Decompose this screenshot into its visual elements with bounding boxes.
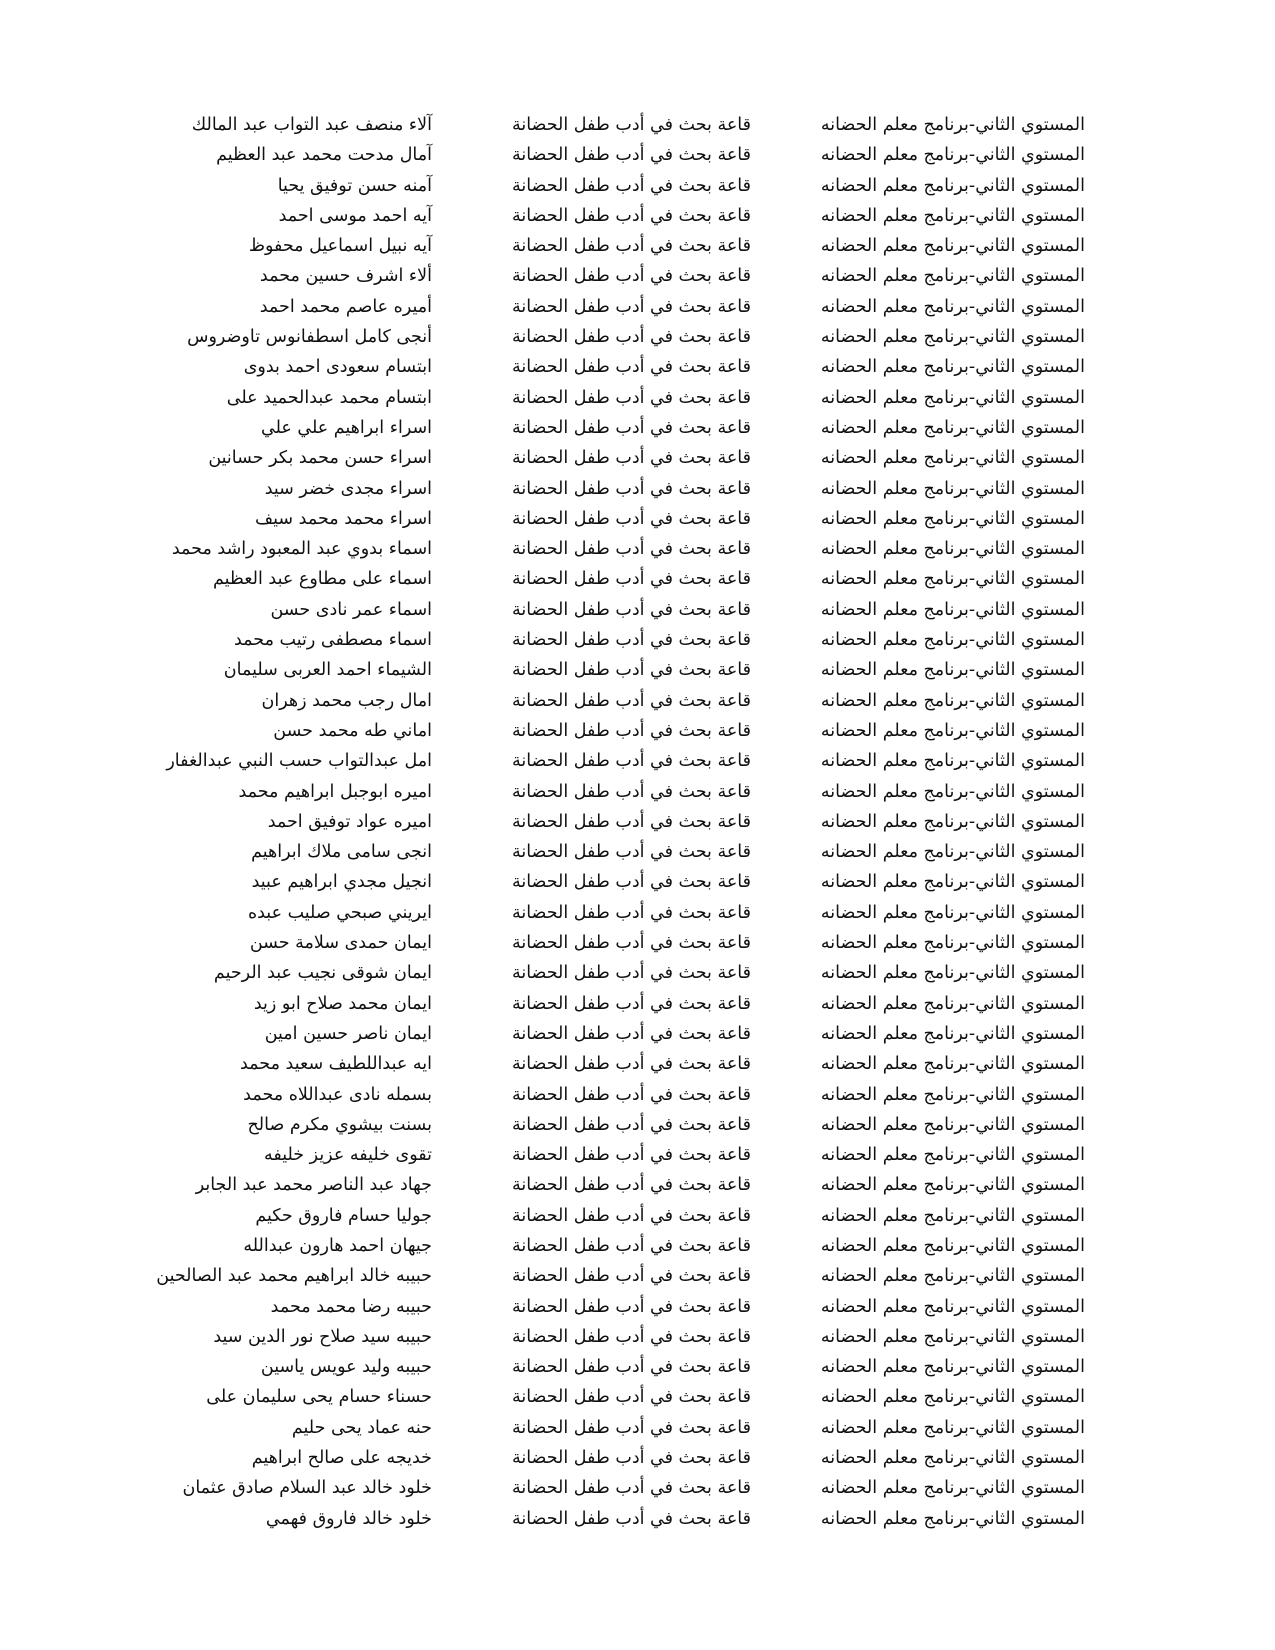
table-row bbox=[0, 261, 1275, 291]
course-cell: قاعة بحث في أدب طفل الحضانة bbox=[511, 1084, 751, 1105]
student-name-cell: حبيبه رضا محمد محمد bbox=[270, 1296, 432, 1317]
table-row bbox=[0, 1049, 1275, 1079]
course-cell: قاعة بحث في أدب طفل الحضانة bbox=[511, 296, 751, 317]
level-cell: المستوي الثاني-برنامج معلم الحضانه bbox=[820, 1175, 1085, 1196]
level-cell: المستوي الثاني-برنامج معلم الحضانه bbox=[820, 236, 1085, 257]
level-cell: المستوي الثاني-برنامج معلم الحضانه bbox=[820, 1417, 1085, 1438]
student-name-cell: امل عبدالتواب حسب النبي عبدالغفار bbox=[166, 751, 432, 772]
level-cell: المستوي الثاني-برنامج معلم الحضانه bbox=[820, 327, 1085, 348]
table-row bbox=[0, 413, 1275, 443]
course-cell: قاعة بحث في أدب طفل الحضانة bbox=[511, 1205, 751, 1226]
student-name-cell: انجى سامى ملاك ابراهيم bbox=[251, 842, 432, 863]
student-name-cell: ايمان شوقى نجيب عبد الرحيم bbox=[213, 963, 432, 984]
student-name-cell: اسماء مصطفى رتيب محمد bbox=[234, 630, 432, 651]
student-name-cell: اميره عواد توفيق احمد bbox=[267, 811, 432, 832]
level-cell: المستوي الثاني-برنامج معلم الحضانه bbox=[820, 1357, 1085, 1378]
table-row bbox=[0, 686, 1275, 716]
course-cell: قاعة بحث في أدب طفل الحضانة bbox=[511, 1357, 751, 1378]
course-cell: قاعة بحث في أدب طفل الحضانة bbox=[511, 781, 751, 802]
student-name-cell: اسراء ابراهيم علي علي bbox=[260, 417, 432, 438]
table-row bbox=[0, 352, 1275, 382]
course-cell: قاعة بحث في أدب طفل الحضانة bbox=[511, 1387, 751, 1408]
table-row bbox=[0, 171, 1275, 201]
student-name-cell: حنه عماد يحى حليم bbox=[291, 1417, 432, 1438]
student-name-cell: خديجه على صالح ابراهيم bbox=[251, 1448, 432, 1469]
student-name-cell: ابتسام محمد عبدالحميد على bbox=[226, 387, 432, 408]
student-name-cell: اميره ابوجبل ابراهيم محمد bbox=[238, 781, 432, 802]
course-cell: قاعة بحث في أدب طفل الحضانة bbox=[511, 1296, 751, 1317]
table-row bbox=[0, 1382, 1275, 1412]
student-name-cell: آيه احمد موسى احمد bbox=[278, 205, 432, 226]
course-cell: قاعة بحث في أدب طفل الحضانة bbox=[511, 175, 751, 196]
level-cell: المستوي الثاني-برنامج معلم الحضانه bbox=[820, 1235, 1085, 1256]
level-cell: المستوي الثاني-برنامج معلم الحضانه bbox=[820, 690, 1085, 711]
table-row bbox=[0, 898, 1275, 928]
level-cell: المستوي الثاني-برنامج معلم الحضانه bbox=[820, 1387, 1085, 1408]
course-cell: قاعة بحث في أدب طفل الحضانة bbox=[511, 630, 751, 651]
student-name-cell: اماني طه محمد حسن bbox=[273, 720, 432, 741]
student-name-cell: حبيبه خالد ابراهيم محمد عبد الصالحين bbox=[156, 1266, 432, 1287]
level-cell: المستوي الثاني-برنامج معلم الحضانه bbox=[820, 448, 1085, 469]
student-name-cell: حسناء حسام يحى سليمان على bbox=[206, 1387, 432, 1408]
table-row bbox=[0, 595, 1275, 625]
student-name-cell: ايه عبداللطيف سعيد محمد bbox=[240, 1054, 432, 1075]
table-row bbox=[0, 383, 1275, 413]
level-cell: المستوي الثاني-برنامج معلم الحضانه bbox=[820, 902, 1085, 923]
level-cell: المستوي الثاني-برنامج معلم الحضانه bbox=[820, 1145, 1085, 1166]
table-row bbox=[0, 201, 1275, 231]
student-name-cell: امال رجب محمد زهران bbox=[261, 690, 432, 711]
table-row bbox=[0, 867, 1275, 897]
level-cell: المستوي الثاني-برنامج معلم الحضانه bbox=[820, 781, 1085, 802]
level-cell: المستوي الثاني-برنامج معلم الحضانه bbox=[820, 266, 1085, 287]
level-cell: المستوي الثاني-برنامج معلم الحضانه bbox=[820, 599, 1085, 620]
level-cell: المستوي الثاني-برنامج معلم الحضانه bbox=[820, 1296, 1085, 1317]
table-row bbox=[0, 1413, 1275, 1443]
level-cell: المستوي الثاني-برنامج معلم الحضانه bbox=[820, 478, 1085, 499]
table-row bbox=[0, 1322, 1275, 1352]
table-row bbox=[0, 474, 1275, 504]
student-name-cell: بسمله نادى عبداللاه محمد bbox=[243, 1084, 432, 1105]
table-row bbox=[0, 989, 1275, 1019]
student-name-cell: آيه نبيل اسماعيل محفوظ bbox=[248, 236, 432, 257]
table-row bbox=[0, 504, 1275, 534]
course-cell: قاعة بحث في أدب طفل الحضانة bbox=[511, 993, 751, 1014]
table-row bbox=[0, 1080, 1275, 1110]
table-row bbox=[0, 534, 1275, 564]
course-cell: قاعة بحث في أدب طفل الحضانة bbox=[511, 236, 751, 257]
table-row bbox=[0, 1292, 1275, 1322]
table-row bbox=[0, 746, 1275, 776]
course-cell: قاعة بحث في أدب طفل الحضانة bbox=[511, 1145, 751, 1166]
student-name-cell: اسماء على مطاوع عبد العظيم bbox=[212, 569, 432, 590]
course-cell: قاعة بحث في أدب طفل الحضانة bbox=[511, 720, 751, 741]
table-row bbox=[0, 807, 1275, 837]
student-name-cell: ابتسام سعودى احمد بدوى bbox=[243, 357, 432, 378]
table-row bbox=[0, 837, 1275, 867]
table-row bbox=[0, 1019, 1275, 1049]
student-name-cell: اسراء مجدى خضر سيد bbox=[264, 478, 432, 499]
level-cell: المستوي الثاني-برنامج معلم الحضانه bbox=[820, 1508, 1085, 1529]
course-cell: قاعة بحث في أدب طفل الحضانة bbox=[511, 902, 751, 923]
student-name-cell: تقوى خليفه عزيز خليفه bbox=[263, 1145, 432, 1166]
course-cell: قاعة بحث في أدب طفل الحضانة bbox=[511, 205, 751, 226]
course-cell: قاعة بحث في أدب طفل الحضانة bbox=[511, 327, 751, 348]
table-row bbox=[0, 443, 1275, 473]
course-cell: قاعة بحث في أدب طفل الحضانة bbox=[511, 751, 751, 772]
table-row bbox=[0, 1110, 1275, 1140]
course-cell: قاعة بحث في أدب طفل الحضانة bbox=[511, 1266, 751, 1287]
course-cell: قاعة بحث في أدب طفل الحضانة bbox=[511, 1023, 751, 1044]
student-name-cell: جوليا حسام فاروق حكيم bbox=[255, 1205, 432, 1226]
course-cell: قاعة بحث في أدب طفل الحضانة bbox=[511, 1326, 751, 1347]
course-cell: قاعة بحث في أدب طفل الحضانة bbox=[511, 539, 751, 560]
table-row bbox=[0, 625, 1275, 655]
level-cell: المستوي الثاني-برنامج معلم الحضانه bbox=[820, 145, 1085, 166]
level-cell: المستوي الثاني-برنامج معلم الحضانه bbox=[820, 569, 1085, 590]
course-cell: قاعة بحث في أدب طفل الحضانة bbox=[511, 508, 751, 529]
course-cell: قاعة بحث في أدب طفل الحضانة bbox=[511, 1417, 751, 1438]
student-name-cell: جيهان احمد هارون عبدالله bbox=[243, 1235, 432, 1256]
course-cell: قاعة بحث في أدب طفل الحضانة bbox=[511, 387, 751, 408]
course-cell: قاعة بحث في أدب طفل الحضانة bbox=[511, 1054, 751, 1075]
table-row bbox=[0, 716, 1275, 746]
level-cell: المستوي الثاني-برنامج معلم الحضانه bbox=[820, 1205, 1085, 1226]
level-cell: المستوي الثاني-برنامج معلم الحضانه bbox=[820, 660, 1085, 681]
student-name-cell: انجيل مجدي ابراهيم عبيد bbox=[251, 872, 432, 893]
level-cell: المستوي الثاني-برنامج معلم الحضانه bbox=[820, 933, 1085, 954]
student-name-cell: اسراء محمد محمد سيف bbox=[255, 508, 432, 529]
course-cell: قاعة بحث في أدب طفل الحضانة bbox=[511, 933, 751, 954]
level-cell: المستوي الثاني-برنامج معلم الحضانه bbox=[820, 963, 1085, 984]
level-cell: المستوي الثاني-برنامج معلم الحضانه bbox=[820, 1084, 1085, 1105]
student-name-cell: حبيبه سيد صلاح نور الدين سيد bbox=[213, 1326, 432, 1347]
course-cell: قاعة بحث في أدب طفل الحضانة bbox=[511, 478, 751, 499]
course-cell: قاعة بحث في أدب طفل الحضانة bbox=[511, 115, 751, 135]
level-cell: المستوي الثاني-برنامج معلم الحضانه bbox=[820, 720, 1085, 741]
level-cell: المستوي الثاني-برنامج معلم الحضانه bbox=[820, 811, 1085, 832]
level-cell: المستوي الثاني-برنامج معلم الحضانه bbox=[820, 630, 1085, 651]
student-name-cell: الشيماء احمد العربى سليمان bbox=[223, 660, 432, 681]
level-cell: المستوي الثاني-برنامج معلم الحضانه bbox=[820, 1023, 1085, 1044]
course-cell: قاعة بحث في أدب طفل الحضانة bbox=[511, 660, 751, 681]
student-name-cell: أنجى كامل اسطفانوس تاوضروس bbox=[187, 327, 432, 348]
table-row bbox=[0, 655, 1275, 685]
level-cell: المستوي الثاني-برنامج معلم الحضانه bbox=[820, 842, 1085, 863]
table-row bbox=[0, 777, 1275, 807]
level-cell: المستوي الثاني-برنامج معلم الحضانه bbox=[820, 175, 1085, 196]
student-name-cell: حبيبه وليد عويس ياسين bbox=[260, 1357, 432, 1378]
course-cell: قاعة بحث في أدب طفل الحضانة bbox=[511, 842, 751, 863]
level-cell: المستوي الثاني-برنامج معلم الحضانه bbox=[820, 751, 1085, 772]
student-name-cell: ايمان محمد صلاح ابو زيد bbox=[253, 993, 432, 1014]
course-cell: قاعة بحث في أدب طفل الحضانة bbox=[511, 266, 751, 287]
table-row bbox=[0, 1261, 1275, 1291]
level-cell: المستوي الثاني-برنامج معلم الحضانه bbox=[820, 1448, 1085, 1469]
level-cell: المستوي الثاني-برنامج معلم الحضانه bbox=[820, 296, 1085, 317]
level-cell: المستوي الثاني-برنامج معلم الحضانه bbox=[820, 115, 1085, 135]
table-row bbox=[0, 958, 1275, 988]
course-cell: قاعة بحث في أدب طفل الحضانة bbox=[511, 1448, 751, 1469]
course-cell: قاعة بحث في أدب طفل الحضانة bbox=[511, 145, 751, 166]
table-row bbox=[0, 1231, 1275, 1261]
level-cell: المستوي الثاني-برنامج معلم الحضانه bbox=[820, 387, 1085, 408]
course-cell: قاعة بحث في أدب طفل الحضانة bbox=[511, 963, 751, 984]
level-cell: المستوي الثاني-برنامج معلم الحضانه bbox=[820, 872, 1085, 893]
table-row bbox=[0, 1140, 1275, 1170]
course-cell: قاعة بحث في أدب طفل الحضانة bbox=[511, 569, 751, 590]
student-name-cell: آلاء منصف عبد التواب عبد المالك bbox=[191, 115, 432, 135]
course-cell: قاعة بحث في أدب طفل الحضانة bbox=[511, 811, 751, 832]
course-cell: قاعة بحث في أدب طفل الحضانة bbox=[511, 1114, 751, 1135]
level-cell: المستوي الثاني-برنامج معلم الحضانه bbox=[820, 357, 1085, 378]
level-cell: المستوي الثاني-برنامج معلم الحضانه bbox=[820, 539, 1085, 560]
table-row bbox=[0, 292, 1275, 322]
table-row bbox=[0, 1170, 1275, 1200]
table-row bbox=[0, 1443, 1275, 1473]
student-name-cell: ألاء اشرف حسين محمد bbox=[259, 266, 432, 287]
table-row bbox=[0, 1201, 1275, 1231]
table-row bbox=[0, 928, 1275, 958]
course-cell: قاعة بحث في أدب طفل الحضانة bbox=[511, 872, 751, 893]
table-row bbox=[0, 1473, 1275, 1503]
table-row bbox=[0, 110, 1275, 140]
level-cell: المستوي الثاني-برنامج معلم الحضانه bbox=[820, 1266, 1085, 1287]
student-name-cell: ايريني صبحي صليب عبده bbox=[247, 902, 432, 923]
level-cell: المستوي الثاني-برنامج معلم الحضانه bbox=[820, 993, 1085, 1014]
table-row bbox=[0, 1352, 1275, 1382]
course-cell: قاعة بحث في أدب طفل الحضانة bbox=[511, 1508, 751, 1529]
student-name-cell: آمال مدحت محمد عبد العظيم bbox=[216, 145, 432, 166]
table-row bbox=[0, 140, 1275, 170]
level-cell: المستوي الثاني-برنامج معلم الحضانه bbox=[820, 1114, 1085, 1135]
table-row bbox=[0, 564, 1275, 594]
course-cell: قاعة بحث في أدب طفل الحضانة bbox=[511, 417, 751, 438]
table-row bbox=[0, 1504, 1275, 1534]
course-cell: قاعة بحث في أدب طفل الحضانة bbox=[511, 1175, 751, 1196]
student-name-cell: خلود خالد فاروق فهمي bbox=[265, 1508, 432, 1529]
course-cell: قاعة بحث في أدب طفل الحضانة bbox=[511, 448, 751, 469]
level-cell: المستوي الثاني-برنامج معلم الحضانه bbox=[820, 1478, 1085, 1499]
student-name-cell: جهاد عبد الناصر محمد عبد الجابر bbox=[195, 1175, 432, 1196]
student-name-cell: اسراء حسن محمد بكر حسانين bbox=[208, 448, 432, 469]
student-name-cell: ايمان ناصر حسين امين bbox=[264, 1023, 432, 1044]
student-name-cell: أميره عاصم محمد احمد bbox=[259, 296, 432, 317]
course-cell: قاعة بحث في أدب طفل الحضانة bbox=[511, 1235, 751, 1256]
course-cell: قاعة بحث في أدب طفل الحضانة bbox=[511, 1478, 751, 1499]
table-row bbox=[0, 322, 1275, 352]
student-list bbox=[0, 110, 1275, 1534]
student-name-cell: آمنه حسن توفيق يحيا bbox=[277, 175, 432, 196]
level-cell: المستوي الثاني-برنامج معلم الحضانه bbox=[820, 508, 1085, 529]
student-name-cell: اسماء عمر نادى حسن bbox=[270, 599, 432, 620]
level-cell: المستوي الثاني-برنامج معلم الحضانه bbox=[820, 205, 1085, 226]
student-name-cell: اسماء بدوي عبد المعبود راشد محمد bbox=[171, 539, 432, 560]
course-cell: قاعة بحث في أدب طفل الحضانة bbox=[511, 690, 751, 711]
course-cell: قاعة بحث في أدب طفل الحضانة bbox=[511, 357, 751, 378]
student-name-cell: ايمان حمدى سلامة حسن bbox=[249, 933, 432, 954]
student-name-cell: بسنت بيشوي مكرم صالح bbox=[247, 1114, 432, 1135]
level-cell: المستوي الثاني-برنامج معلم الحضانه bbox=[820, 1054, 1085, 1075]
level-cell: المستوي الثاني-برنامج معلم الحضانه bbox=[820, 417, 1085, 438]
course-cell: قاعة بحث في أدب طفل الحضانة bbox=[511, 599, 751, 620]
student-name-cell: خلود خالد عبد السلام صادق عثمان bbox=[182, 1478, 432, 1499]
table-row bbox=[0, 231, 1275, 261]
level-cell: المستوي الثاني-برنامج معلم الحضانه bbox=[820, 1326, 1085, 1347]
